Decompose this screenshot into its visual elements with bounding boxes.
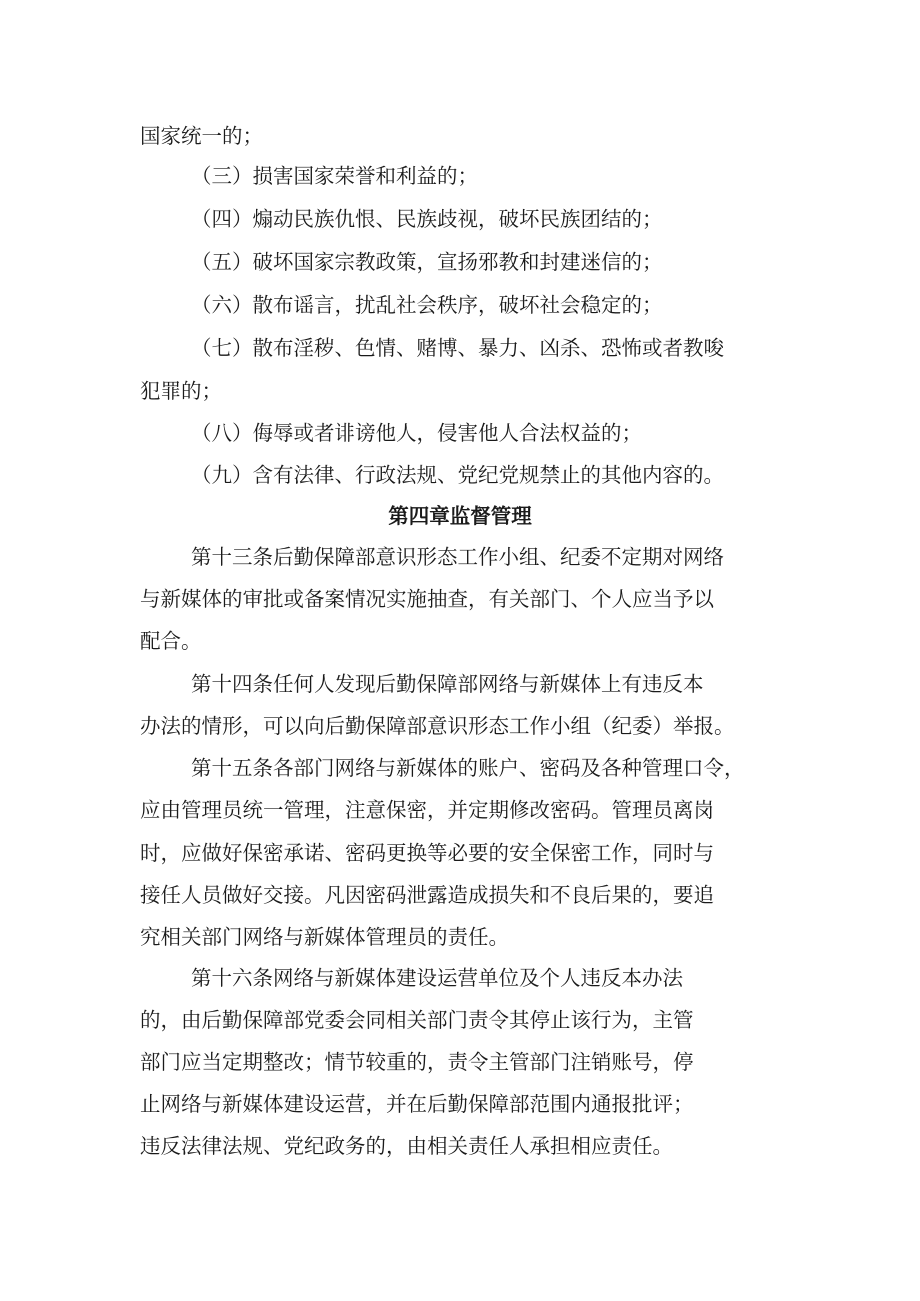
list-item-7: （七）散布淫秽、色情、赌博、暴力、凶杀、恐怖或者教唆: [191, 336, 724, 360]
list-item-9: （九）含有法律、行政法规、党纪党规禁止的其他内容的。: [191, 463, 724, 487]
list-item-8: （八）侮辱或者诽谤他人，侵害他人合法权益的；: [191, 421, 642, 445]
article-16-line: 部门应当定期整改；情节较重的，责令主管部门注销账号，停: [140, 1050, 694, 1074]
article-15-line: 第十五条各部门网络与新媒体的账户、密码及各种管理口令，: [191, 756, 745, 780]
article-14-line: 第十四条任何人发现后勤保障部网络与新媒体上有违反本: [191, 672, 704, 696]
article-15-line: 应由管理员统一管理，注意保密，并定期修改密码。管理员离岗: [140, 798, 714, 822]
list-item-6: （六）散布谣言，扰乱社会秩序，破坏社会稳定的；: [191, 293, 663, 317]
article-16-line: 止网络与新媒体建设运营，并在后勤保障部范围内通报批评；: [140, 1092, 694, 1116]
list-item-5: （五）破坏国家宗教政策，宣扬邪教和封建迷信的；: [191, 250, 663, 274]
article-16-line: 违反法律法规、党纪政务的，由相关责任人承担相应责任。: [140, 1134, 673, 1158]
article-16-line: 第十六条网络与新媒体建设运营单位及个人违反本办法: [191, 966, 683, 990]
article-15-line: 究相关部门网络与新媒体管理员的责任。: [140, 925, 509, 949]
article-15-line: 时，应做好保密承诺、密码更换等必要的安全保密工作，同时与: [140, 841, 714, 865]
article-13-line: 与新媒体的审批或备案情况实施抽查，有关部门、个人应当予以: [140, 587, 714, 611]
list-item-3: （三）损害国家荣誉和利益的；: [191, 164, 478, 188]
article-13-line: 配合。: [140, 629, 202, 653]
article-14-line: 办法的情形，可以向后勤保障部意识形态工作小组（纪委）举报。: [140, 714, 735, 738]
article-16-line: 的，由后勤保障部党委会同相关部门责令其停止该行为，主管: [140, 1008, 694, 1032]
text-line: 国家统一的；: [140, 124, 263, 148]
article-15-line: 接任人员做好交接。凡因密码泄露造成损失和不良后果的，要追: [140, 883, 714, 907]
text-line: 犯罪的；: [140, 379, 222, 403]
list-item-4: （四）煽动民族仇恨、民族歧视，破坏民族团结的；: [191, 207, 663, 231]
article-13-line: 第十三条后勤保障部意识形态工作小组、纪委不定期对网络: [191, 545, 724, 569]
chapter-heading: 第四章监督管理: [388, 504, 532, 528]
